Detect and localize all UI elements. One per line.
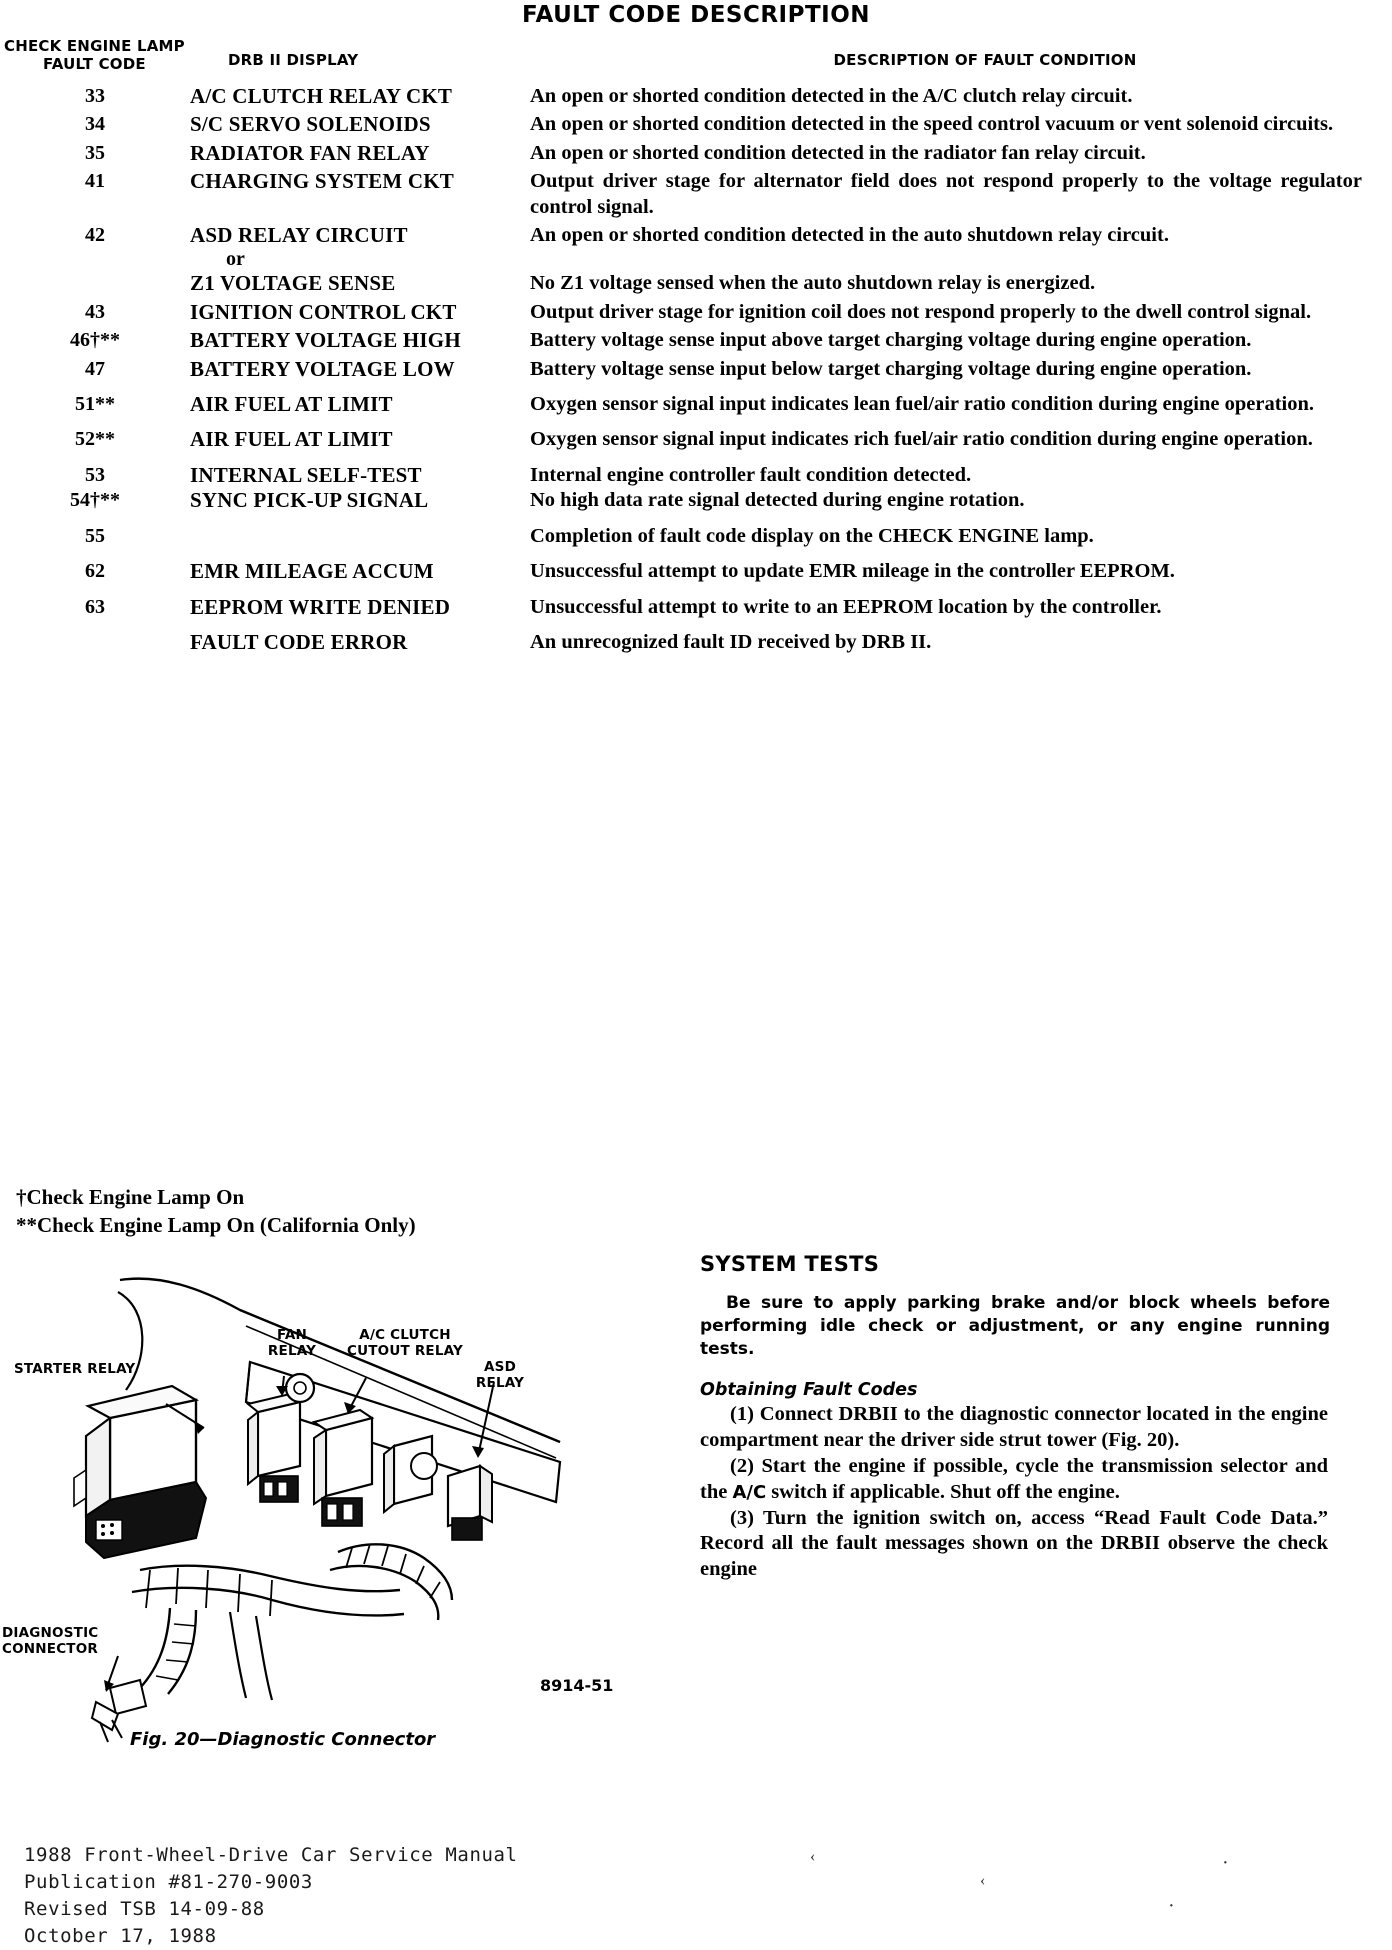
fault-description: Unsuccessful attempt to update EMR mileage in the controller EEPROM. (530, 560, 1175, 583)
step-1-paragraph: (1) Connect DRBII to the diagnostic connector located in the engine compartment near the driver side strut tower (Fig. 20). (700, 1403, 1328, 1452)
step-3-paragraph: (3) Turn the ignition switch on, access “Read Fault Code Data.” Record all the fault messages shown on the DRBII observe the check engine (700, 1506, 1328, 1581)
fault-code: 43 (85, 300, 105, 323)
fault-code: 47 (85, 357, 105, 380)
fault-description: An unrecognized fault ID received by DRB II. (530, 630, 932, 653)
table-row (0, 223, 1392, 248)
column-header-fault-code-line2: FAULT CODE (43, 54, 146, 73)
section-title-system-tests: SYSTEM TESTS (700, 1252, 880, 1276)
fault-description: No high data rate signal detected during engine rotation. (530, 489, 1025, 512)
fault-code: 54†** (70, 489, 120, 512)
drb-display: BATTERY VOLTAGE HIGH (190, 328, 461, 353)
label-starter-relay: STARTER RELAY (14, 1361, 136, 1377)
column-header-fault-code (4, 38, 185, 73)
column-header-drb-display: DRB II DISPLAY (228, 51, 359, 69)
fault-code: 55 (85, 524, 105, 547)
fault-description: Unsuccessful attempt to write to an EEPROM location by the controller. (530, 595, 1162, 618)
step-2-text-b: switch if applicable. Shut off the engine. (766, 1480, 1120, 1503)
figure-number-code: 8914-51 (540, 1676, 614, 1695)
figure-caption: Fig. 20—Diagnostic Connector (130, 1729, 436, 1750)
table-row (0, 328, 1392, 353)
fault-description: An open or shorted condition detected in the radiator fan relay circuit. (530, 141, 1146, 164)
footer-manual-title: 1988 Front-Wheel-Drive Car Service Manual (24, 1844, 518, 1866)
column-header-description: DESCRIPTION OF FAULT CONDITION (833, 51, 1137, 69)
drb-display: INTERNAL SELF-TEST (190, 462, 422, 487)
drb-display: FAULT CODE ERROR (190, 629, 408, 654)
label-diagnostic-connector: DIAGNOSTIC CONNECTOR (2, 1625, 99, 1657)
warning-paragraph: Be sure to apply parking brake and/or block wheels before performing idle check or adjustment, or any engine running tests. (700, 1293, 1330, 1359)
drb-display: AIR FUEL AT LIMIT (190, 392, 393, 417)
fault-description: Output driver stage for alternator field does not respond properly to the voltage regulator control signal. (530, 170, 1362, 218)
drb-display: CHARGING SYSTEM CKT (190, 169, 455, 194)
system-tests-section (700, 1252, 1340, 1583)
drb-display: BATTERY VOLTAGE LOW (190, 356, 455, 381)
fault-description: Battery voltage sense input above target charging voltage during engine operation. (530, 329, 1252, 352)
footer-revision: Revised TSB 14-09-88 (24, 1897, 265, 1920)
drb-display: RADIATOR FAN RELAY (190, 140, 430, 165)
fault-code: 42 (85, 224, 105, 247)
fault-code: 34 (85, 113, 105, 136)
fault-description: Oxygen sensor signal input indicates rich fuel/air ratio condition during engine operation. (530, 428, 1313, 451)
fault-description: An open or shorted condition detected in the A/C clutch relay circuit. (530, 85, 1133, 107)
table-row (0, 271, 1392, 296)
label-fan-relay: FAN RELAY (267, 1327, 317, 1359)
footnotes (16, 1184, 416, 1240)
fault-code: 35 (85, 141, 105, 164)
table-row (0, 524, 1392, 549)
fault-code-table (0, 84, 1392, 655)
drb-display: ASD RELAY CIRCUIT (190, 223, 408, 248)
fault-code: 41 (85, 170, 105, 193)
fault-code (0, 248, 190, 249)
drb-display: S/C SERVO SOLENOIDS (190, 112, 431, 137)
fault-description: Output driver stage for ignition coil does not respond properly to the dwell control signal. (530, 300, 1312, 323)
table-row (0, 300, 1392, 325)
table-row (0, 559, 1392, 584)
drb-display: AIR FUEL AT LIMIT (190, 427, 393, 452)
fault-code: 51** (75, 393, 115, 416)
table-row (0, 463, 1392, 488)
table-row-or (0, 248, 1392, 271)
scan-artifact-4: · (1168, 1895, 1175, 1917)
subsection-title-obtaining-fault-codes: Obtaining Fault Codes (700, 1380, 918, 1401)
fault-code: 52** (75, 428, 115, 451)
table-row (0, 357, 1392, 382)
fault-code: 33 (85, 85, 105, 107)
fault-description: Oxygen sensor signal input indicates lean fuel/air ratio condition during engine operation. (530, 393, 1315, 416)
table-row (0, 488, 1392, 513)
table-row (0, 112, 1392, 137)
label-asd-relay: ASD RELAY (475, 1359, 525, 1391)
step-2-emphasis: A/C (732, 1481, 767, 1503)
table-row (0, 84, 1392, 109)
figure-diagnostic-connector (0, 1270, 680, 1770)
footnote-asterisks: **Check Engine Lamp On (California Only) (16, 1212, 416, 1237)
fault-description: Battery voltage sense input below target charging voltage during engine operation. (530, 357, 1252, 380)
step-2-paragraph (700, 1454, 1340, 1506)
fault-description: An open or shorted condition detected in the auto shutdown relay circuit. (530, 224, 1169, 247)
footer-publication: Publication #81-270-9003 (24, 1870, 313, 1893)
fault-code: 46†** (70, 329, 120, 352)
drb-display: Z1 VOLTAGE SENSE (190, 271, 396, 296)
drb-display: EMR MILEAGE ACCUM (190, 559, 434, 584)
step-2-text-a: (2) Start the engine if possible, cycle the transmission selector and the (700, 1454, 1328, 1503)
fault-code (0, 630, 190, 631)
scan-artifact-1: ‹ (810, 1848, 816, 1865)
fault-description: Completion of fault code display on the CHECK ENGINE lamp. (530, 524, 1094, 547)
fault-description: No Z1 voltage sensed when the auto shutdown relay is energized. (530, 272, 1096, 295)
table-row (0, 141, 1392, 166)
footnote-dagger: †Check Engine Lamp On (16, 1185, 245, 1209)
label-ac-clutch-cutout-relay: A/C CLUTCH CUTOUT RELAY (347, 1327, 463, 1359)
drb-display: EEPROM WRITE DENIED (190, 594, 451, 619)
drb-display: IGNITION CONTROL CKT (190, 299, 457, 324)
fault-code: 62 (85, 560, 105, 583)
table-row (0, 630, 1392, 655)
fault-description: Internal engine controller fault condition detected. (530, 463, 972, 486)
document-footer (24, 1842, 518, 1950)
fault-code: 53 (85, 463, 105, 486)
drb-display: SYNC PICK-UP SIGNAL (190, 488, 429, 513)
or-separator: or (226, 248, 245, 271)
table-row (0, 392, 1392, 417)
fault-code: 63 (85, 595, 105, 618)
fault-description: An open or shorted condition detected in the speed control vacuum or vent solenoid circuits. (530, 113, 1334, 136)
table-row (0, 595, 1392, 620)
column-header-fault-code-line1: CHECK ENGINE LAMP (4, 37, 185, 55)
scan-artifact-2: ‹ (980, 1872, 986, 1889)
table-row (0, 427, 1392, 452)
footer-date: October 17, 1988 (24, 1924, 217, 1947)
scan-artifact-3: · (1222, 1852, 1229, 1874)
page-title: FAULT CODE DESCRIPTION (521, 2, 871, 28)
table-row (0, 169, 1392, 220)
drb-display: A/C CLUTCH RELAY CKT (190, 84, 453, 108)
